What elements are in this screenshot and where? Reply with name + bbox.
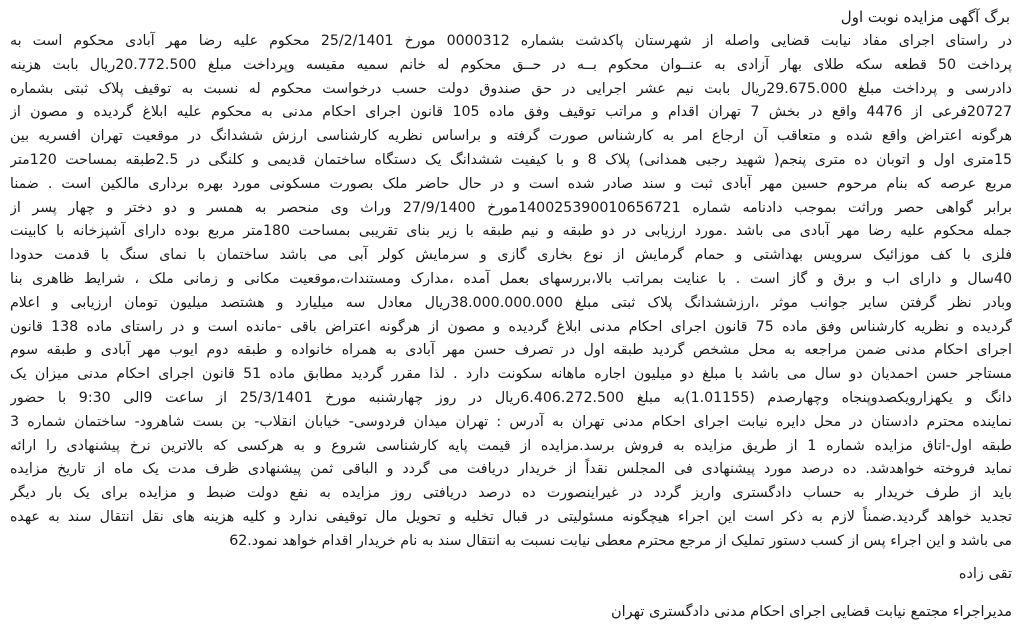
body-line: جمله محکوم علیه رضا مهر آبادی می باشد .مورد ارزیابی در دو طبقه و نیم طبقه با زیر بنای تقریبی بمساحت 180متر مربع بوده دارای آشپزخانه با کابینت — [10, 223, 1012, 240]
body-line: پرداخت 50 قطعه سکه طلای بهار آزادی به عنــوان محکوم بــه در حــق محکوم له خانم سمیه مقیسه وپرداخت مبلغ 20.772.500ریال بابت هزینه — [10, 56, 1012, 73]
body-line: باید از طرف خریدار به حساب دادگستری واریز گردد در غیراینصورت ده درصد دریافتی روز مزایده به نفع دولت ضبط و مزایده برای یک بار دیگر — [10, 485, 1012, 502]
body-line: دانگ و یکهزارویکصدوپنجاه وچهارصدم (1.01155)به مبلغ 6.406.272.500ریال در روز چهارشنبه مورخ 25/3/1401 از ساعت 9الی 9:30 با حضور — [10, 389, 1012, 406]
signature-organization: مدیراجراء مجتمع نیابت قضایی اجرای احکام مدنی دادگستری تهران — [610, 603, 1012, 620]
body-line: 15متری اول و اتوبان ده متری پنجم( شهید رجبی همدانی) پلاک 8 و با کیفیت ششدانگ یک دستگاه ساختمان قدیمی و کلنگی در 2.5طبقه بمساحت 120متر — [10, 151, 1012, 168]
notice-body — [10, 30, 1012, 554]
body-line: برابر گواهی حصر وراثت بموجب دادنامه شماره 140025390010656721مورخ 27/9/1400 وراث وی منحصر به همسر و دو دختر و چهار پسر از — [10, 199, 1012, 216]
body-line: تجدید خواهد گردید.ضمناً لازم به ذکر است این اجراء هیچگونه مسئولیتی در قبال تخلیه و تحویل مال توقیفی ندارد و کلیه هزینه های نقل انتقال سند به عهده — [10, 508, 1012, 525]
signature-name: تقی زاده — [958, 565, 1012, 582]
body-line: 20727فرعی از 4476 واقع در بخش 7 تهران اقدام و مراتب توقیف وفق ماده 105 قانون اجرای احکام مدنی به محکوم علیه ابلاغ گردیده و مصون از — [10, 104, 1012, 121]
body-line: 40سال و دارای اب و برق و گاز است . با عنایت بمراتب بالا،بررسهای بعمل آمده ،مدارک ومستندات،موقعیت مکانی و زمانی ملک ، شرایط ظاهری بنا — [10, 270, 1012, 287]
body-line: دادرسی و پرداخت مبلغ 29.675.000ریال بابت نیم عشر اجرایی در حق صندوق دولت حسب درخواست محکوم له نسبت به توقیف پلاک ثبتی بشماره — [10, 80, 1012, 97]
notice-title: برگ آگهی مزایده نوبت اول — [840, 8, 1010, 26]
body-line: وبادر نظر گرفتن سایر جوانب موثر ،ارزششدانگ پلاک ثبتی مبلغ 38.000.000.000ریال معادل سه میلیارد و هشتصد میلیون تومان ارزیابی و اعلام — [10, 294, 1012, 311]
body-line: مربع عرصه که بنام مرحوم حسین مهر آبادی ثبت و سند صادر شده است و در حال حاضر ملک بصورت مسکونی مورد بهره برداری مالکین است . ضمنا — [10, 175, 1012, 192]
body-line: اجرای احکام مدنی ضمن مراجعه به محل مشخص گردید طبقه اول در تصرف حسن مهر آبادی به همراه خانواده و طبقه دوم ایوب مهر آبادی و طبقه سوم — [10, 342, 1012, 359]
body-line: هرگونه اعتراض واقع شده و متعاقب آن ارجاع امر به کارشناس صورت گرفته و براساس نظریه کارشناسی ارزش ششدانگ در موقعیت تهران افسریه بین — [10, 128, 1012, 145]
body-line: نماینده محترم دادستان در محل دایره نیابت اجرای احکام مدنی تهران به آدرس : تهران میدان فردوسی- خیابان انقلاب- بن بست شاهرود- ساختمان شماره 3 — [10, 413, 1012, 430]
body-line: در راستای اجرای مفاد نیابت قضایی واصله از شهرستان پاکدشت بشماره 0000312 مورخ 25/2/1401 محکوم علیه رضا مهر آبادی محکوم است به — [10, 33, 1012, 49]
signature-block — [10, 562, 1012, 624]
body-line-last: می باشد و این اجراء پس از کسب دستور تملیک از مرجع محترم معطی نیابت نسبت به انتقال سند به نام خریدار اقدام خواهد نمود.62 — [229, 532, 1012, 549]
body-line: طبقه اول-اتاق مزایده شماره 1 از طریق مزایده به فروش برسد.مزایده از قیمت پایه کارشناسی شروع و به هرکسی که بالاترین نرخ پیشنهادی را ارائه — [10, 437, 1012, 454]
body-line: نماید فروخته خواهدشد. ده درصد مورد پیشنهادی فی المجلس نقداً از خریدار دریافت می گردد و الباقی ثمن پیشنهادی ظرف مدت یک ماه از تاریخ مزایده — [10, 461, 1012, 478]
body-line: مستاجر حسن احمدیان دو سال می باشد با مبلغ دو میلیون اجاره ماهانه سکونت دارد . لذا مقرر گردید مطابق ماده 51 قانون اجرای احکام مدنی میزان یک — [10, 366, 1012, 383]
body-line: گردیده و نظریه کارشناس وفق ماده 75 قانون اجرای احکام مدنی ابلاغ گردیده و مصون از هرگونه اعتراض باقی -مانده است و در راستای ماده 138 قانون — [10, 318, 1012, 335]
body-line: فلزی با کف موزائیک سرویس بهداشتی و حمام گرمایش از نوع بخاری گازی و سرمایش کولر آبی می باشد ساختمان با نمای سنگ با قدمت حدودا — [10, 247, 1012, 264]
